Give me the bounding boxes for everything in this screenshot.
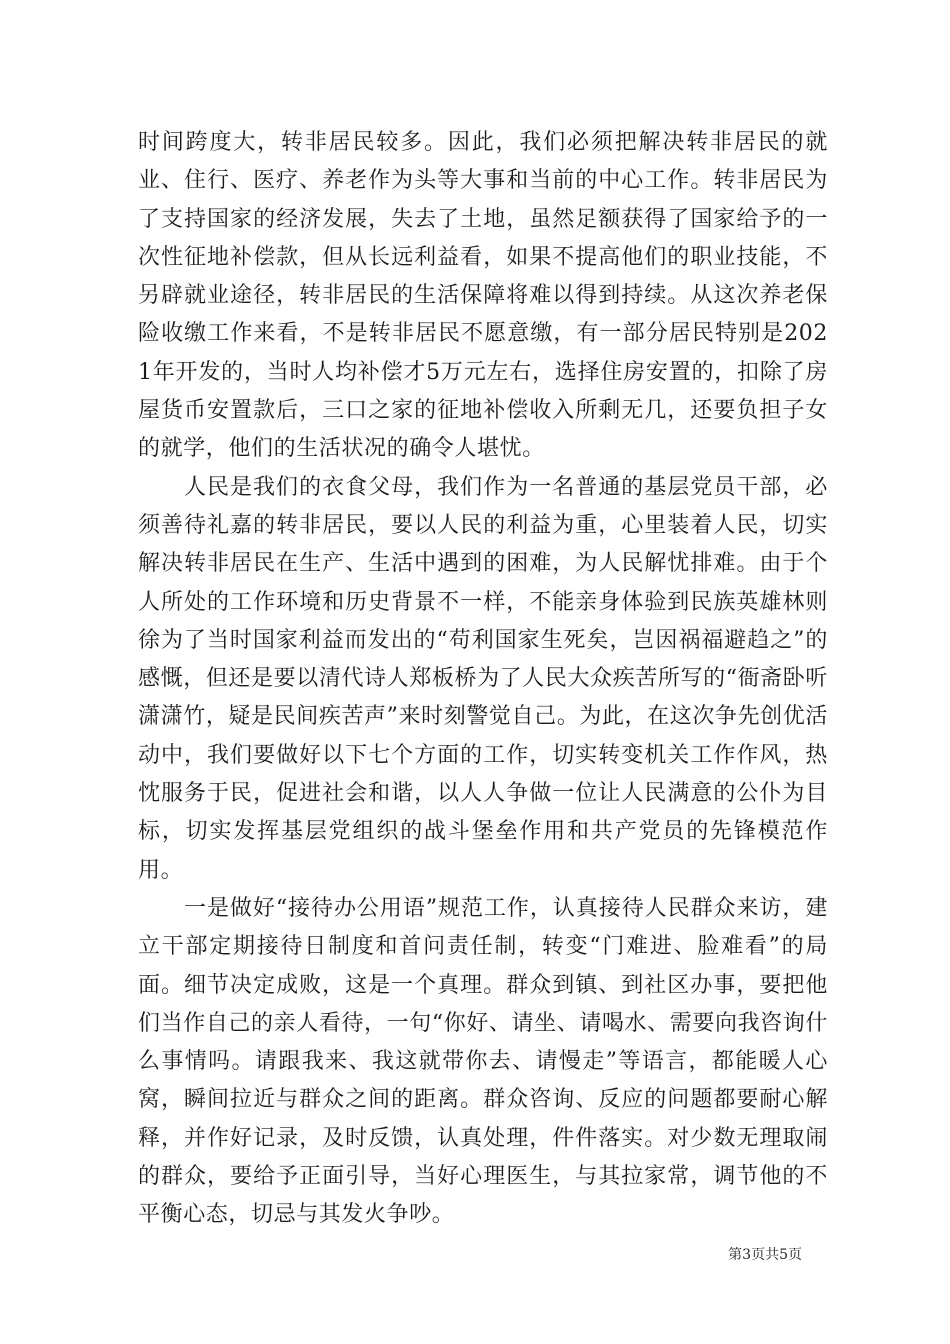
body-text [138,124,828,1235]
page-number-footer: 第3页共5页 [728,1247,802,1263]
paragraph-2: 人民是我们的衣食父母，我们作为一名普通的基层党员干部，必须善待礼嘉的转非居民，要以人民的利益为重，心里装着人民，切实解决转非居民在生产、生活中遇到的困难，为人民解忧排难。由于个人所处的工作环境和历史背景不一样，不能亲身体验到民族英雄林则徐为了当时国家利益而发出的“苟利国家生死矣，岂因祸福避趋之”的感慨，但还是要以清代诗人郑板桥为了人民大众疾苦所写的“衙斋卧听潇潇竹，疑是民间疾苦声”来时刻警觉自己。为此，在这次争先创优活动中，我们要做好以下七个方面的工作，切实转变机关工作作风，热忱服务于民，促进社会和谐，以人人争做一位让人民满意的公仆为目标，切实发挥基层党组织的战斗堡垒作用和共产党员的先锋模范作用。 [138,474,828,883]
paragraph-3: 一是做好“接待办公用语”规范工作，认真接待人民群众来访，建立干部定期接待日制度和首问责任制，转变“门难进、脸难看”的局面。细节决定成败，这是一个真理。群众到镇、到社区办事，要把他们当作自己的亲人看待，一句“你好、请坐、请喝水、需要向我咨询什么事情吗。请跟我来、我这就带你去、请慢走”等语言，都能暖人心窝，瞬间拉近与群众之间的距离。群众咨询、反应的问题都要耐心解释，并作好记录，及时反馈，认真处理，件件落实。对少数无理取闹的群众，要给予正面引导，当好心理医生，与其拉家常，调节他的不平衡心态，切忌与其发火争吵。 [138,895,828,1228]
paragraph-1: 时间跨度大，转非居民较多。因此，我们必须把解决转非居民的就业、住行、医疗、养老作为头等大事和当前的中心工作。转非居民为了支持国家的经济发展，失去了土地，虽然足额获得了国家给予的一次性征地补偿款，但从长远利益看，如果不提高他们的职业技能，不另辟就业途径，转非居民的生活保障将难以得到持续。从这次养老保险收缴工作来看，不是转非居民不愿意缴，有一部分居民特别是2021年开发的，当时人均补偿才5万元左右，选择住房安置的，扣除了房屋货币安置款后，三口之家的征地补偿收入所剩无几，还要负担子女的就学，他们的生活状况的确令人堪忧。 [138,130,828,462]
